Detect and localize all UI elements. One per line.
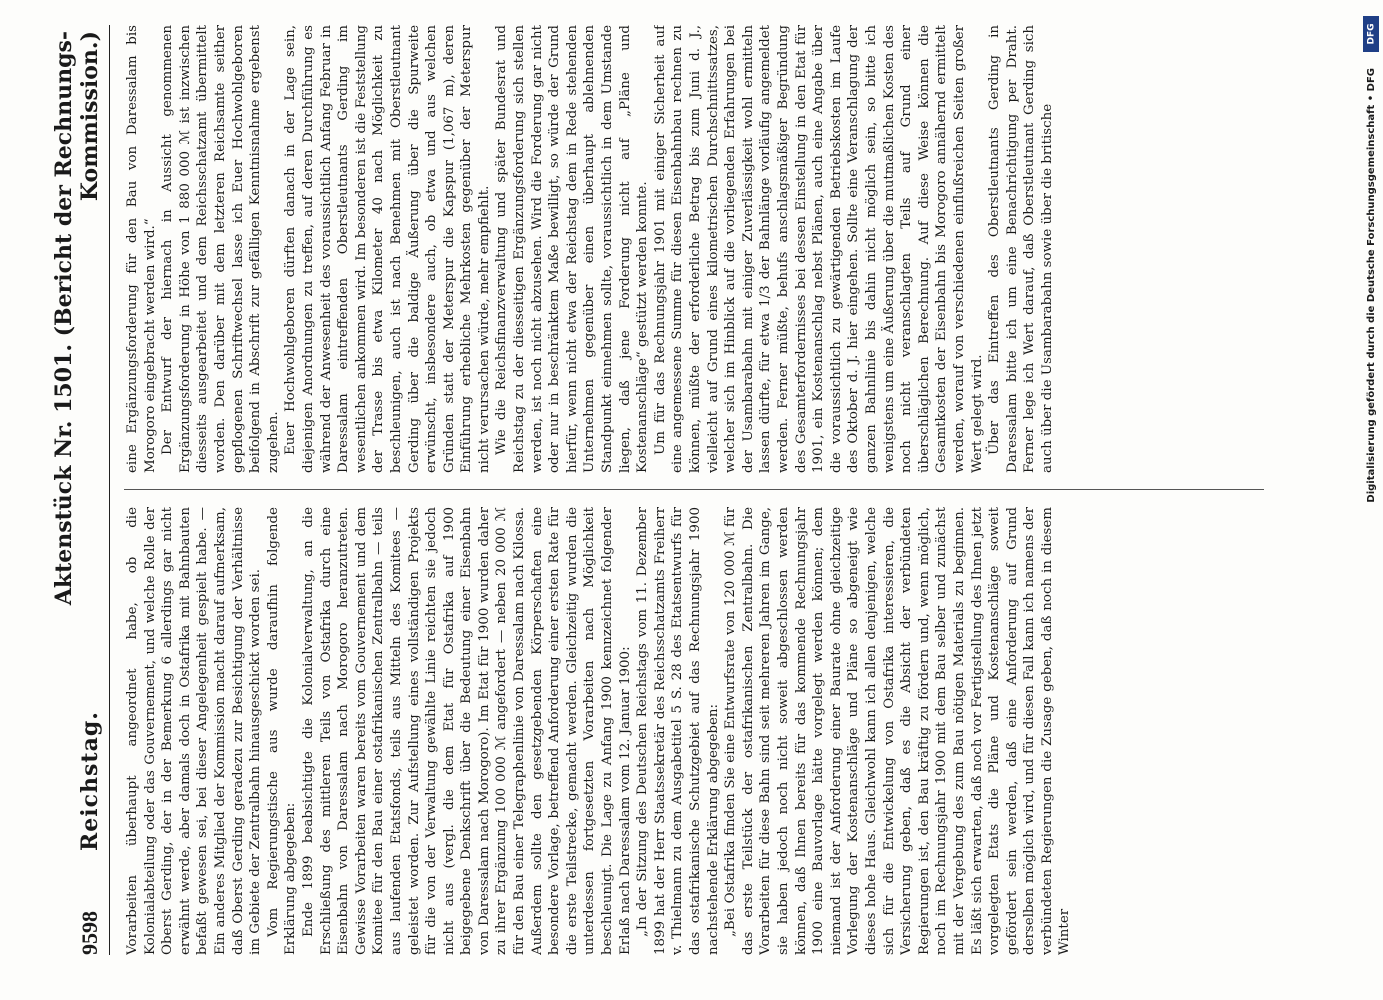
- section-name: Reichstag.: [77, 711, 103, 851]
- funding-credit-text: Digitalisierung gefördert durch die Deutsche Forschungsgemeinschaft • DFG: [1365, 68, 1377, 503]
- paragraph: Wie die Reichsfinanzverwaltung und später Bundesrat und Reichstag zu der diesseitigen Ergänzungsforderung sich stellen werden, ist noch nicht abzusehen. Wird die Forderung gar nicht oder nur in beschränktem Maße bewilligt, so würde der Grund hierfür, wenn nicht etwa der Reichstag dem in Rede stehenden Unternehmen gegenüber einen überhaupt ablehnenden Standpunkt einnehmen sollte, voraussichtlich in dem Umstande liegen, daß jene Forderung nicht auf „Pläne und Kostenanschläge“ gestützt werden konnte.: [494, 25, 651, 473]
- page-title: Aktenstück Nr. 1501. (Bericht der Rechnungs-Kommission.): [51, 31, 103, 606]
- paragraph: „Bei Ostafrika finden Sie eine Entwurfsrate von 120 000 ℳ für das erste Teilstück der ostafrikanischen Zentralbahn. Die Vorarbeiten für diese Bahn sind seit mehreren Jahren im Gange, sie haben jedoch noch nicht soweit abgeschlossen werden können, daß Ihnen bereits für das kommende Rechnungsjahr 1900 eine Bauvorlage hätte vorgelegt werden können; dem niemand ist der Anforderung einer Baurate ohne gleichzeitige Vorlegung der Kostenanschläge und Pläne so abgeneigt wie dieses hohe Haus. Gleichwohl kann ich allen denjenigen, welche sich für die Entwickelung von Ostafrika interessieren, die Versicherung geben, daß es die Absicht der verbündeten Regierungen ist, den Bau kräftig zu fördern und, wenn möglich, noch im Rechnungsjahr 1900 mit dem Bau selber und zunächst mit der Vergebung des zum Bau nötigen Materials zu beginnen. Es läßt sich erwarten, daß noch vor Fertigstellung des Ihnen jetzt vorgelegten Etats die Pläne und Kostenanschläge soweit gefördert sein werden, daß eine Anforderung auf Grund derselben möglich wird, und für diesen Fall kann ich namens der verbündeten Regierungen die Zusage geben, daß noch in diesem Winter: [723, 507, 1073, 955]
- column-divider: [124, 489, 1264, 490]
- paragraph: Vom Regierungstische aus wurde daraufhin folgende Erklärung abgegeben:: [265, 507, 299, 955]
- paragraph: Ende 1899 beabsichtigte die Kolonialverwaltung, an die Erschließung des mittleren Teils von Ostafrika durch eine Eisenbahn von Daressalam nach Morogoro heranzutreten. Gewisse Vorarbeiten waren bereits vom Gouvernement und dem Komitee für den Bau einer ostafrikanischen Zentralbahn — teils aus laufenden Etatsfonds, teils aus Mitteln des Komitees — geleistet worden. Zur Aufstellung eines vollständigen Projekts für die von der Verwaltung gewählte Linie reichten sie jedoch nicht aus (vergl. die dem Etat für Ostafrika auf 1900 beigegebene Denkschrift über die Bedeutung einer Eisenbahn von Daressalam nach Morogoro). Im Etat für 1900 wurden daher zu ihrer Ergänzung 100 000 ℳ angefordert — neben 20 000 ℳ für den Bau einer Telegraphenlinie von Daressalam nach Kilossa. Außerdem sollte den gesetzgebenden Körperschaften eine besondere Vorlage, betreffend Anforderung einer ersten Rate für die erste Teilstrecke, gemacht werden. Gleichzeitig wurden die unterdessen fortgesetzten Vorarbeiten nach Möglichkeit beschleunigt. Die Lage zu Anfang 1900 kennzeichnet folgender Erlaß nach Daressalam vom 12. Januar 1900:: [300, 507, 633, 955]
- funding-credit: [1363, 68, 1379, 718]
- right-column: [124, 25, 1284, 473]
- digitization-sidebar: [1361, 8, 1379, 992]
- document-page: [40, 25, 1300, 955]
- page-number: 9598: [77, 911, 102, 955]
- paragraph: Um für das Rechnungsjahr 1901 mit einiger Sicherheit auf eine angemessene Summe für diesen Eisenbahnbau rechnen zu können, müßte der erforderliche Betrag bis zum Juni d. J., vielleicht auf Grund eines kilometrischen Durchschnittssatzes, welcher sich im Hinblick auf die vorliegenden Erfahrungen bei der Usambarabahn mit einiger Zuverlässigkeit wohl ermitteln lassen dürfte, für etwa 1/3 der Bahnlänge vorläufig angemeldet werden. Ferner müßte, behufs anschlagsmäßiger Begründung des Gesamterfordernisses bei dessen Einstellung in den Etat für 1901, ein Kostenanschlag nebst Plänen, auch eine Angabe über die voraussichtlich zu gewärtigenden Betriebskosten im Laufe des Oktober d. J. hier eingehen. Sollte eine Veranschlagung der ganzen Bahnlinie bis dahin nicht möglich sein, so bitte ich wenigstens um eine Äußerung über die mutmaßlichen Kosten des noch nicht veranschlagten Teils auf Grund einer überschläglichen Berechnung. Auf diese Weise können die Gesamtkosten der Eisenbahn bis Morogoro annähernd ermittelt werden, worauf von verschiedenen einflußreichen Seiten großer Wert gelegt wird.: [652, 25, 985, 473]
- paragraph: Über das Eintreffen des Oberstleutnants Gerding in Daressalam bitte ich um eine Benachrichtigung per Draht. Ferner lege ich Wert darauf, daß Oberstleutnant Gerding sich auch über die Usambarabahn sowie über die britische: [987, 25, 1055, 473]
- paragraph: „In der Sitzung des Deutschen Reichstags vom 11. Dezember 1899 hat der Herr Staatssekretär des Reichsschatzamts Freiherr v. Thielmann zu dem Ausgabetitel 5 S. 28 des Etatsentwurfs für das ostafrikanische Schutzgebiet auf das Rechnungsjahr 1900 nachstehende Erklärung abgegeben:: [635, 507, 721, 955]
- paragraph: Der Entwurf der hiernach in Aussicht genommenen Ergänzungsforderung in Höhe von 1 880 000 ℳ ist inzwischen diesseits ausgearbeitet und dem Reichsschatzamt übermittelt worden. Den darüber mit dem letzteren Reichsamte seither gepflogenen Schriftwechsel lasse ich Euer Hochwohlgeboren beifolgend in Abschrift zur gefälligen Kenntnisnahme ergebenst zugehen.: [160, 25, 281, 473]
- paragraph: Euer Hochwohlgeboren dürften danach in der Lage sein, diejenigen Anordnungen zu treffen, auf deren Durchführung es während der Anwesenheit des voraussichtlich Anfang Februar in Daressalam eintreffenden Oberstleutnants Gerding im wesentlichen ankommen wird. Im besonderen ist die Feststellung der Trasse bis etwa Kilometer 40 nach Möglichkeit zu beschleunigen, auch ist nach Benehmen mit Oberstleutnant Gerding über die baldige Äußerung über die Spurweite erwünscht, insbesondere auch, ob etwa und aus welchen Gründen statt der Meterspur die Kapspur (1,067 m), deren Einführung erhebliche Mehrkosten gegenüber der Meterspur nicht verursachen würde, mehr empfiehlt.: [283, 25, 492, 473]
- paragraph: Vorarbeiten überhaupt angeordnet habe, ob die Kolonialabteilung oder das Gouvernement, und welche Rolle der Oberst Gerding, der in der Bemerkung 6 allerdings gar nicht erwähnt werde, aber damals doch in Ostafrika mit Bahnbauten befaßt gewesen sei, bei dieser Angelegenheit gespielt habe. — Ein anderes Mitglied der Kommission macht darauf aufmerksam, daß Oberst Gerding geradezu zur Besichtigung der Verhältnisse im Gebiete der Zentralbahn hinausgeschickt worden sei.: [125, 507, 264, 955]
- paragraph: eine Ergänzungsforderung für den Bau von Daressalam bis Morogoro eingebracht werden wird.“: [125, 25, 158, 473]
- page-header: [40, 25, 110, 955]
- dfg-badge-text: DFG: [1366, 23, 1377, 45]
- left-column: [124, 507, 1284, 955]
- dfg-logo-icon: [1363, 16, 1379, 52]
